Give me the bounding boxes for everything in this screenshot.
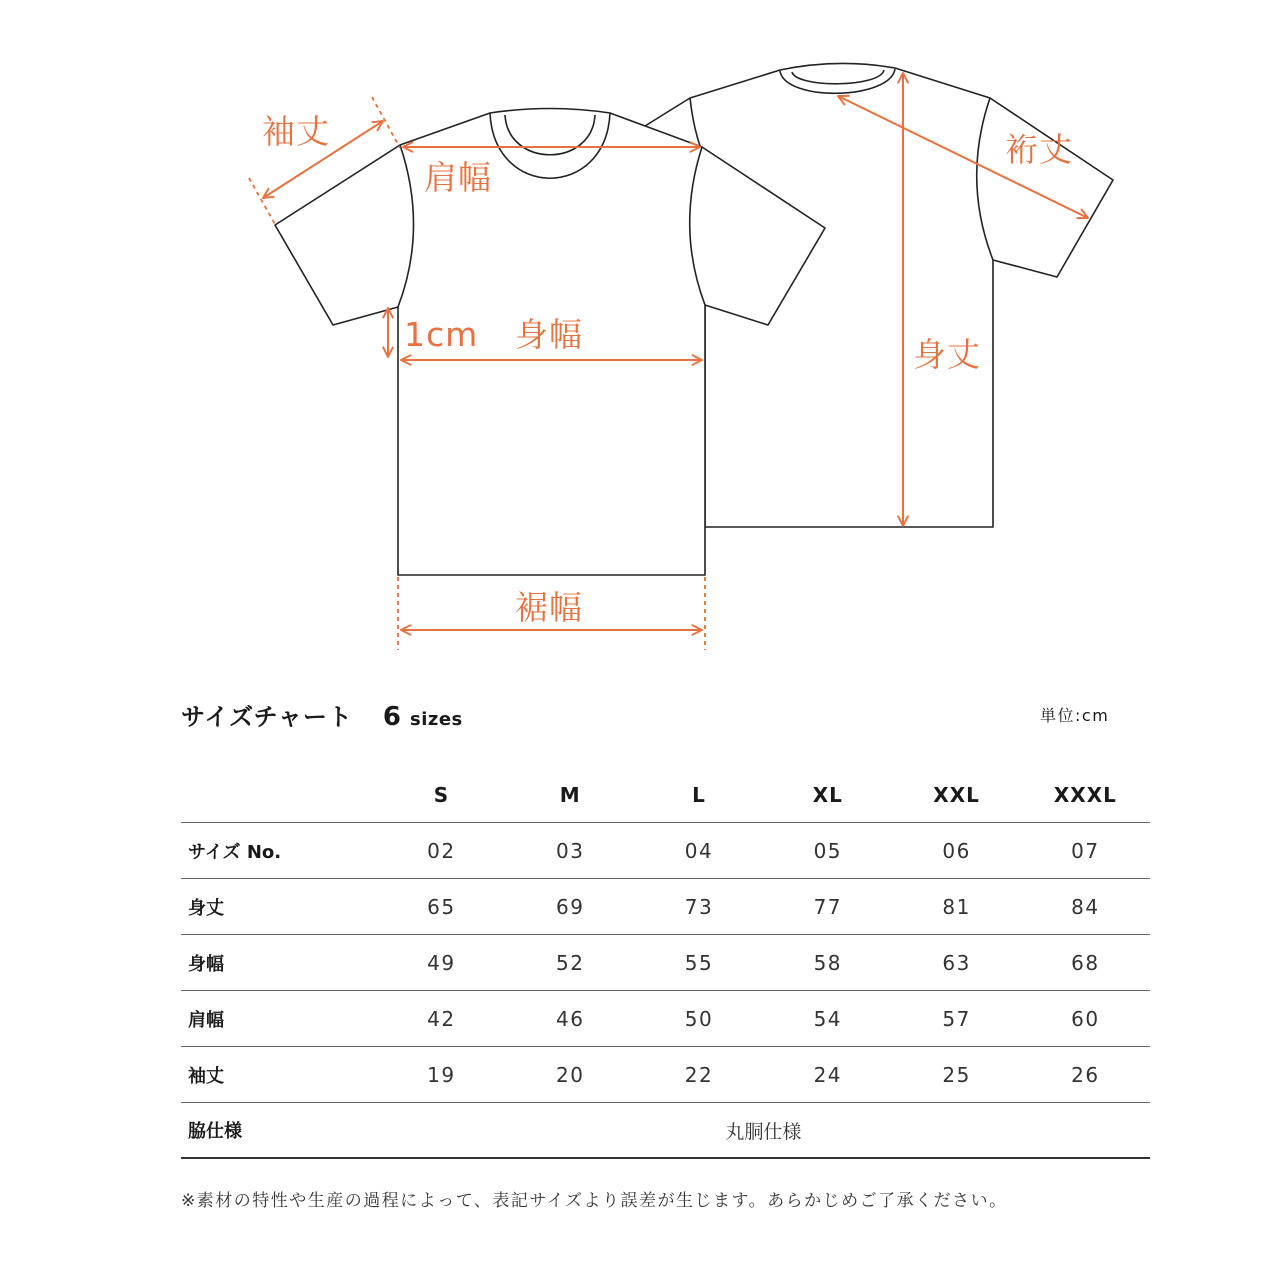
table-cell: 24	[813, 1062, 843, 1087]
size-count-unit: sizes	[409, 709, 463, 730]
row-header: 身丈	[188, 897, 224, 919]
table-cell: 69	[555, 894, 585, 919]
table-cell: 52	[555, 950, 585, 975]
sleeve-length-extension-line	[372, 97, 400, 148]
armpit-offset-label: 1cm	[404, 315, 479, 354]
table-cell: 81	[942, 894, 971, 919]
table-cell: 50	[684, 1006, 714, 1031]
size-column-header: M	[559, 782, 581, 807]
table-cell: 49	[427, 950, 456, 975]
size-chart-heading	[181, 697, 463, 732]
table-cell: 03	[555, 838, 585, 863]
hem-width-label: 裾幅	[515, 588, 583, 627]
table-row	[181, 823, 1150, 879]
size-count: 6	[382, 702, 401, 732]
size-chart-table	[181, 767, 1150, 1159]
size-header-row	[181, 767, 1150, 823]
row-header: 肩幅	[188, 1009, 224, 1031]
row-header: サイズ No.	[188, 841, 282, 863]
table-row	[181, 1047, 1150, 1103]
size-column-header: XL	[812, 782, 843, 807]
sleeve-length-label: 袖丈	[262, 112, 330, 151]
table-row	[181, 991, 1150, 1047]
table-cell: 54	[813, 1006, 843, 1031]
table-cell: 65	[427, 894, 456, 919]
table-cell: 58	[813, 950, 843, 975]
disclaimer-note: ※素材の特性や生産の過程によって、表記サイズより誤差が生じます。あらかじめご了承ください。	[181, 1191, 1008, 1211]
table-cell: 25	[942, 1062, 971, 1087]
table-row	[181, 879, 1150, 935]
size-chart-title: サイズチャート	[181, 703, 353, 731]
unit-label: 単位:cm	[1040, 706, 1110, 725]
size-column-header: XXXL	[1053, 782, 1117, 807]
size-column-header: L	[692, 782, 706, 807]
side-seam-value: 丸胴仕様	[725, 1120, 802, 1143]
table-cell: 02	[427, 838, 456, 863]
row-header: 袖丈	[188, 1065, 224, 1087]
table-cell: 07	[1071, 838, 1100, 863]
table-row	[181, 935, 1150, 991]
hem-width-measure	[398, 577, 705, 650]
table-cell: 19	[427, 1062, 456, 1087]
table-cell: 05	[813, 838, 843, 863]
size-column-header: S	[433, 782, 450, 807]
body-width-label: 身幅	[515, 315, 583, 354]
table-cell: 57	[942, 1006, 971, 1031]
table-cell: 06	[942, 838, 971, 863]
table-cell: 42	[427, 1006, 456, 1031]
table-cell: 77	[813, 894, 843, 919]
row-header: 身幅	[188, 953, 224, 975]
row-header: 脇仕様	[188, 1121, 242, 1142]
table-cell: 46	[555, 1006, 585, 1031]
table-cell: 26	[1071, 1062, 1100, 1087]
table-cell: 84	[1071, 894, 1100, 919]
table-cell: 55	[684, 950, 714, 975]
size-column-header: XXL	[933, 782, 980, 807]
table-cell: 73	[684, 894, 714, 919]
shoulder-width-label: 肩幅	[424, 158, 492, 197]
body-length-label: 身丈	[913, 335, 981, 374]
table-cell: 68	[1071, 950, 1100, 975]
table-cell: 22	[684, 1062, 714, 1087]
sleeve-length-extension-line	[249, 178, 276, 226]
table-cell: 60	[1071, 1006, 1100, 1031]
table-cell: 04	[684, 838, 714, 863]
table-cell: 20	[555, 1062, 585, 1087]
yuki-length-label: 裄丈	[1005, 130, 1073, 169]
side-seam-row	[181, 1103, 1150, 1159]
table-cell: 63	[942, 950, 971, 975]
